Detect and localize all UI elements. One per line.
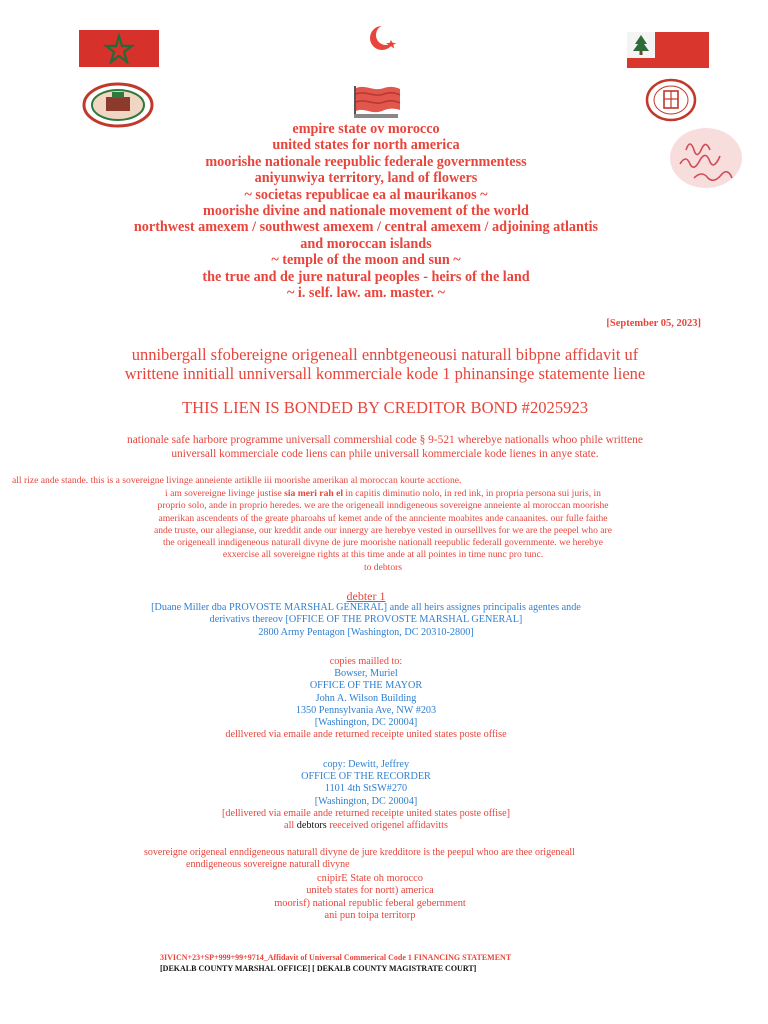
handwritten-signature — [666, 124, 750, 196]
sovereign-address-line: ani pun toipa territorp — [324, 910, 416, 922]
copies-city: [Washington, DC 20004] — [314, 717, 418, 729]
to-debtors: to debtors — [363, 561, 403, 573]
copy2-label: copy: Dewitt, Jeffrey — [322, 759, 410, 770]
harbor-line: universall kommerciale code liens can phile universall kommerciale kode lienes in anye state. — [171, 448, 599, 460]
header-line: united states for north america — [272, 137, 460, 154]
header-line: moorishe nationale reepublic federale governmentess — [205, 153, 527, 170]
debter-line: [Duane Miller dba PROVOSTE MARSHAL GENERAL] ande all heirs assignes principalis agentes ande — [151, 602, 581, 614]
declaration-line: the origeneall inndigeneous naturall divyne de jure moorishe nationall reepublic federall governmente. we herebye — [162, 537, 604, 549]
declarant-name: sia meri rah el — [284, 488, 344, 499]
document-title — [30, 345, 740, 383]
copy2-delivery: [dellivered via emaile ande returned receipte united states poste offise] — [221, 807, 511, 819]
declaration-line: amerikan ascendents of the greate pharoahs uf kemet ande of the annciente moabites ande canaanites. our fulle faithe — [158, 512, 608, 524]
document-date: [September 05, 2023] — [606, 318, 701, 329]
header-line: moorishe divine and nationale movement of the world — [203, 203, 529, 220]
copies-street: 1350 Pennsylvania Ave, NW #203 — [295, 704, 437, 716]
header-line: ~ societas republicae ea al maurikanos ~ — [244, 186, 488, 203]
header-line: empire state ov morocco — [292, 121, 440, 137]
sovereign-address-line: uniteb states for nortt) america — [306, 885, 434, 897]
header-line: northwest amexem / southwest amexem / central amexem / adjoining atlantis — [133, 219, 599, 236]
declaration-line: ande truste, our allegianse, our kreddit ande our innergy are herebye vested in ourselllves for we are the peepel who are — [153, 524, 612, 536]
sovereign-line: sovereigne origeneal enndigeneous naturall divyne de jure kredditore is the peepul whoo are thee origeneall — [144, 847, 575, 858]
document-footer — [160, 952, 511, 974]
waving-flag-icon — [350, 84, 402, 120]
rize-line: all rize ande stande. this is a sovereigne livinge anneiente artiklle iii moorishe amerikan al moroccan kourte acctione. — [12, 475, 462, 486]
sovereign-address-line: moorisf) national republic feberal gebernment — [274, 897, 466, 909]
tree-flag-icon — [627, 32, 709, 68]
copies-block — [60, 656, 672, 741]
footer-line: 3IVICN+23+SP+999+99+9714_Affidavit of Universal Commerical Code 1 FINANCING STATEMENT — [160, 953, 512, 962]
footer-line: [DEKALB COUNTY MARSHAL OFFICE] [ DEKALB COUNTY MAGISTRATE COURT] — [160, 964, 477, 973]
header-line: the true and de jure natural peoples - heirs of the land — [202, 268, 530, 285]
copies-delivery: delllvered via emaile ande returned receipte united states poste offise — [225, 729, 507, 741]
document-header — [60, 121, 672, 301]
seal-icon — [645, 78, 697, 122]
sovereign-address — [200, 873, 540, 923]
copies-office: OFFICE OF THE MAYOR — [309, 680, 423, 692]
copies-label: copies mailled to: — [329, 656, 403, 667]
crescent-icon — [367, 22, 401, 54]
copy2-office: OFFICE OF THE RECORDER — [301, 771, 431, 783]
copy2-city: [Washington, DC 20004] — [314, 795, 418, 807]
declaration-paragraph — [58, 488, 708, 574]
debter-block — [60, 590, 672, 639]
header-line: ~ temple of the moon and sun ~ — [271, 252, 461, 269]
declaration-line: i am sovereigne livinge justise sia meri rah el in capitis diminutio nolo, in red ink, in propria persona sui juris, in — [165, 488, 601, 499]
harbor-line: nationale safe harbore programme universall commershial code § 9-521 wherebye nationalls whoo phile writtene — [127, 434, 643, 446]
copy2-street: 1101 4th StSW#270 — [324, 783, 408, 795]
received-line: all debtors reeceived origenel affidavitts — [284, 820, 448, 832]
debter-address: 2800 Army Pentagon [Washington, DC 20310-2800] — [258, 626, 474, 638]
sovereign-line: enndigeneous sovereigne naturall divyne — [186, 859, 350, 871]
sovereign-address-line: cnipirE State oh morocco — [317, 873, 423, 884]
copies-building: John A. Wilson Building — [315, 692, 417, 704]
debter-label: debter 1 — [346, 589, 386, 603]
title-line: unnibergall sfobereigne origeneall ennbtgeneousi naturall bibpne affidavit uf — [131, 345, 639, 364]
sovereign-statement — [90, 847, 670, 871]
copies-name: Bowser, Muriel — [334, 668, 398, 680]
title-line: writtene innitiall unniversall kommerciale kode 1 phinansinge statemente liene — [124, 364, 646, 383]
safe-harbor-paragraph — [20, 433, 750, 461]
declaration-line: proprio solo, ande in proprio heredes. we are the origeneall inndigeneous sovereigne anneiente al moroccan moorishe — [157, 500, 609, 512]
lien-statement: THIS LIEN IS BONDED BY CREDITOR BOND #2025923 — [181, 398, 589, 417]
morocco-flag-icon — [79, 30, 159, 67]
header-line: ~ i. self. law. am. master. ~ — [286, 285, 446, 302]
debter-line: derivativs thereov [OFFICE OF THE PROVOSTE MARSHAL GENERAL] — [209, 614, 523, 626]
copy2-block — [60, 759, 672, 832]
header-line: aniyunwiya territory, land of flowers — [254, 170, 478, 187]
declaration-line: exxercise all sovereigne rights at this time ande at all pointes in time nunc pro tunc. — [222, 549, 544, 561]
header-line: and moroccan islands — [300, 235, 432, 252]
